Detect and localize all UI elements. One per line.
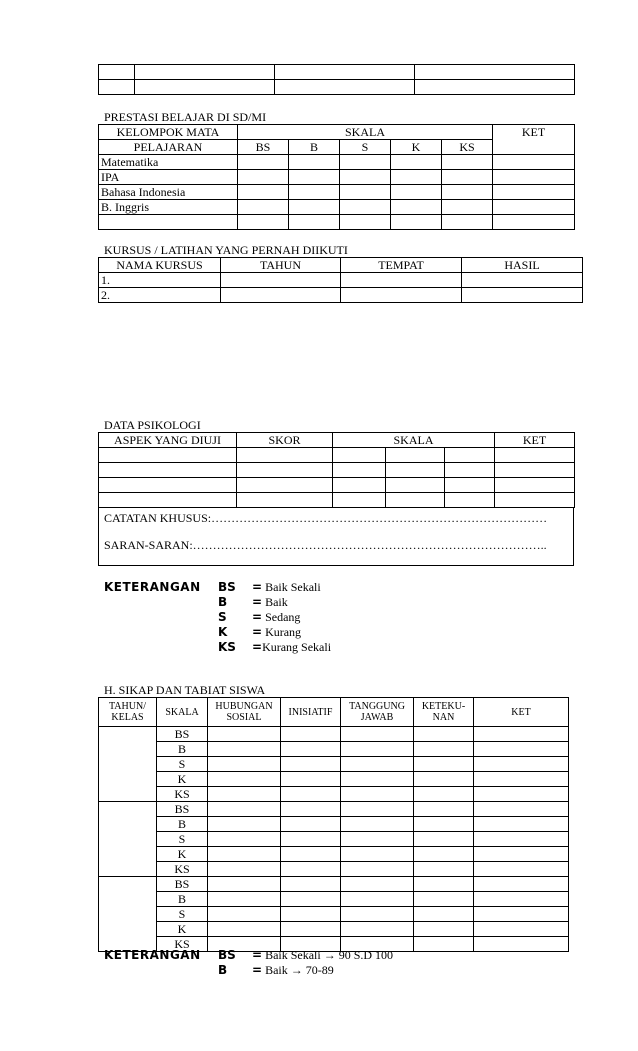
cell — [415, 80, 575, 95]
scale-cell: K — [157, 922, 208, 937]
scale-header: B — [289, 140, 340, 155]
kursus-header: NAMA KURSUS — [99, 258, 221, 273]
psikologi-header: SKALA — [333, 433, 495, 448]
catatan-khusus: CATATAN KHUSUS:………………………………………………………………………… — [104, 511, 548, 525]
scale-cell: B — [157, 742, 208, 757]
sikap-header-ket: KET — [474, 698, 569, 727]
prestasi-header-skala: SKALA — [238, 125, 493, 140]
cell — [135, 65, 275, 80]
cell — [99, 65, 135, 80]
sikap-header-hubungan: HUBUNGAN SOSIAL — [208, 698, 281, 727]
sikap-header-tahun: TAHUN/ KELAS — [99, 698, 157, 727]
prestasi-header-ket: KET — [493, 125, 575, 155]
prestasi-table — [98, 124, 575, 230]
kursus-row-label: 2. — [99, 288, 221, 303]
kursus-header: TEMPAT — [341, 258, 462, 273]
keterangan-item: S = Sedang — [218, 610, 301, 624]
psikologi-table — [98, 432, 575, 508]
psikologi-header: ASPEK YANG DIUJI — [99, 433, 237, 448]
sikap-header-ketekunan: KETEKU- NAN — [414, 698, 474, 727]
psikologi-header: SKOR — [237, 433, 333, 448]
subject-cell: B. Inggris — [99, 200, 238, 215]
scale-header: BS — [238, 140, 289, 155]
cell — [135, 80, 275, 95]
scale-cell: K — [157, 772, 208, 787]
kursus-table — [98, 257, 583, 303]
cell — [275, 80, 415, 95]
keterangan-item: B = Baik — [218, 595, 288, 609]
scale-cell: BS — [157, 727, 208, 742]
subject-cell: Matematika — [99, 155, 238, 170]
scale-cell: S — [157, 757, 208, 772]
scale-cell: KS — [157, 862, 208, 877]
psikologi-notes-box — [98, 507, 574, 566]
sikap-title: H. SIKAP DAN TABIAT SISWA — [104, 683, 266, 697]
kursus-header: HASIL — [462, 258, 583, 273]
keterangan2-item: BS = Baik Sekali → 90 S.D 100 — [218, 948, 394, 962]
sikap-header-tanggung-jawab: TANGGUNG JAWAB — [341, 698, 414, 727]
prestasi-header-kelompok: KELOMPOK MATA — [99, 125, 238, 140]
keterangan-list — [218, 580, 331, 655]
scale-cell: S — [157, 832, 208, 847]
scale-cell: KS — [157, 937, 208, 952]
tahun-kelas-cell — [99, 802, 157, 877]
keterangan2-label: KETERANGAN — [104, 948, 201, 962]
scale-header: K — [391, 140, 442, 155]
scale-cell: B — [157, 892, 208, 907]
kursus-title: KURSUS / LATIHAN YANG PERNAH DIIKUTI — [104, 243, 348, 257]
prestasi-header-pelajaran: PELAJARAN — [99, 140, 238, 155]
scale-cell: B — [157, 817, 208, 832]
subject-cell: IPA — [99, 170, 238, 185]
saran-saran: SARAN-SARAN:…………………………………………………………………………….. — [104, 538, 547, 552]
subject-cell — [99, 215, 238, 230]
sikap-table — [98, 697, 569, 952]
keterangan-item: K = Kurang — [218, 625, 302, 639]
tahun-kelas-cell — [99, 727, 157, 802]
kursus-row-label: 1. — [99, 273, 221, 288]
keterangan-label: KETERANGAN — [104, 580, 201, 594]
kursus-header: TAHUN — [221, 258, 341, 273]
cell — [99, 80, 135, 95]
scale-cell: KS — [157, 787, 208, 802]
keterangan-item: BS = Baik Sekali — [218, 580, 321, 594]
subject-cell: Bahasa Indonesia — [99, 185, 238, 200]
scale-cell: S — [157, 907, 208, 922]
top-partial-table — [98, 64, 575, 95]
keterangan-item: KS =Kurang Sekali — [218, 640, 332, 654]
scale-cell: BS — [157, 877, 208, 892]
psikologi-title: DATA PSIKOLOGI — [104, 418, 201, 432]
keterangan2-list — [218, 948, 393, 978]
scale-cell: BS — [157, 802, 208, 817]
scale-cell: K — [157, 847, 208, 862]
sikap-header-inisiatif: INISIATIF — [281, 698, 341, 727]
scale-header: S — [340, 140, 391, 155]
tahun-kelas-cell — [99, 877, 157, 952]
sikap-header-skala: SKALA — [157, 698, 208, 727]
psikologi-header: KET — [495, 433, 575, 448]
prestasi-title: PRESTASI BELAJAR DI SD/MI — [104, 110, 267, 124]
scale-header: KS — [442, 140, 493, 155]
cell — [415, 65, 575, 80]
keterangan2-item: B = Baik → 70-89 — [218, 963, 334, 977]
cell — [275, 65, 415, 80]
